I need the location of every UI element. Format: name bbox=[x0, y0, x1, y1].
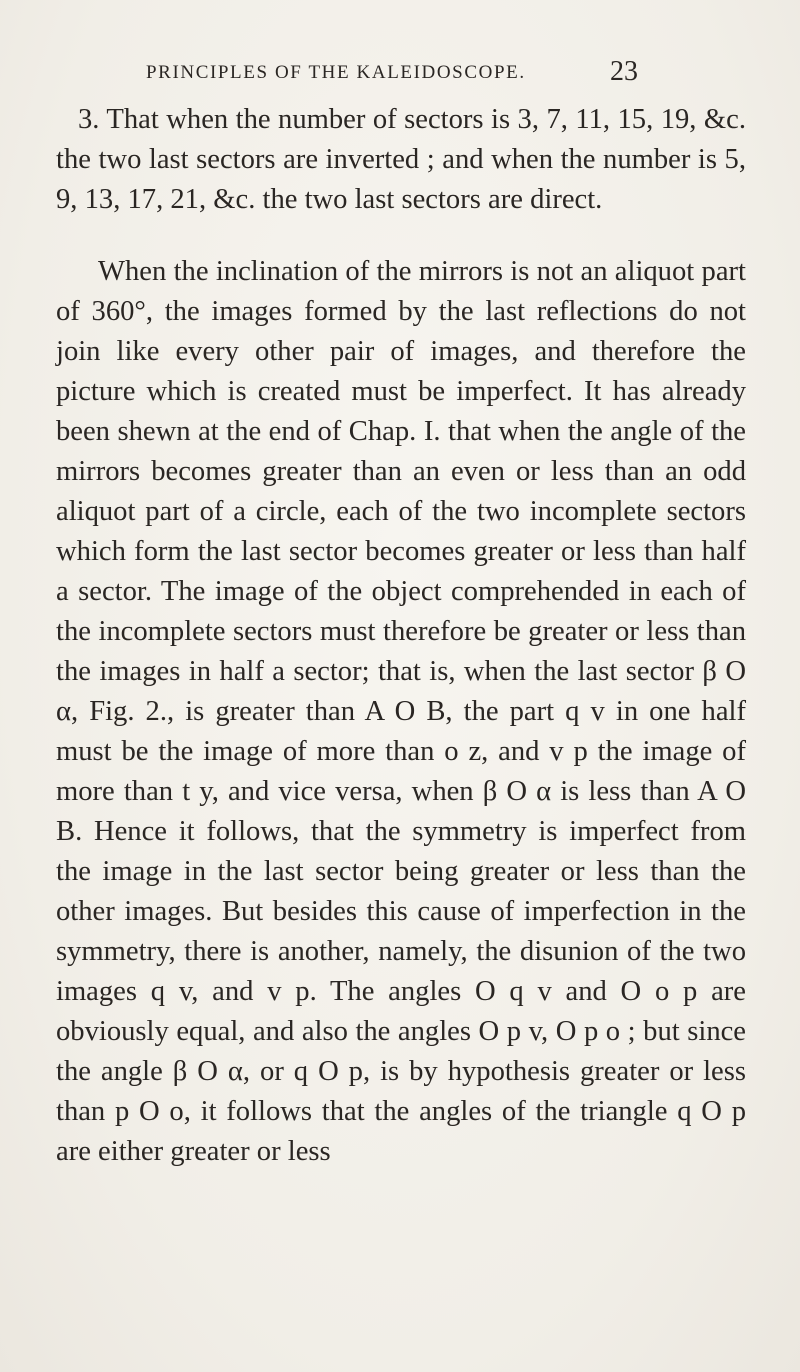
page-number: 23 bbox=[610, 56, 638, 87]
paragraph-1: 3. That when the number of sectors is 3, 7, 11, 15, 19, &c. the two last sectors are inverted ; and when the number is 5, 9, 13, 17, 21, &c. the two last sectors are direct. bbox=[56, 104, 746, 215]
body-text bbox=[56, 100, 746, 1172]
paragraph-2: When the inclination of the mirrors is not an aliquot part of 360°, the images formed by the last reflections do not join like every other pair of images, and therefore the picture which is created must be imperfect. It has already been shewn at the end of Chap. I. that when the angle of the mirrors becomes greater than an even or less than an odd aliquot part of a circle, each of the two incomplete sectors which form the last sector becomes greater or less than half a sector. The image of the object comprehended in each of the incomplete sectors must therefore be greater or less than the images in half a sector; that is, when the last sector β O α, Fig. 2., is greater than A O B, the part q v in one half must be the image of more than o z, and v p the image of more than t y, and vice versa, when β O α is less than A O B. Hence it follows, that the symmetry is imperfect from the image in the last sector being greater or less than the other images. But besides this cause of imperfection in the symmetry, there is another, namely, the disunion of the two images q v, and v p. The angles O q v and O o p are obviously equal, and also the angles O p v, O p o ; but since the angle β O α, or q O p, is by hypothesis greater or less than p O o, it follows that the angles of the triangle q O p are either greater or less bbox=[56, 256, 746, 1167]
running-head: PRINCIPLES OF THE KALEIDOSCOPE. bbox=[146, 62, 526, 83]
page-header bbox=[0, 56, 800, 96]
